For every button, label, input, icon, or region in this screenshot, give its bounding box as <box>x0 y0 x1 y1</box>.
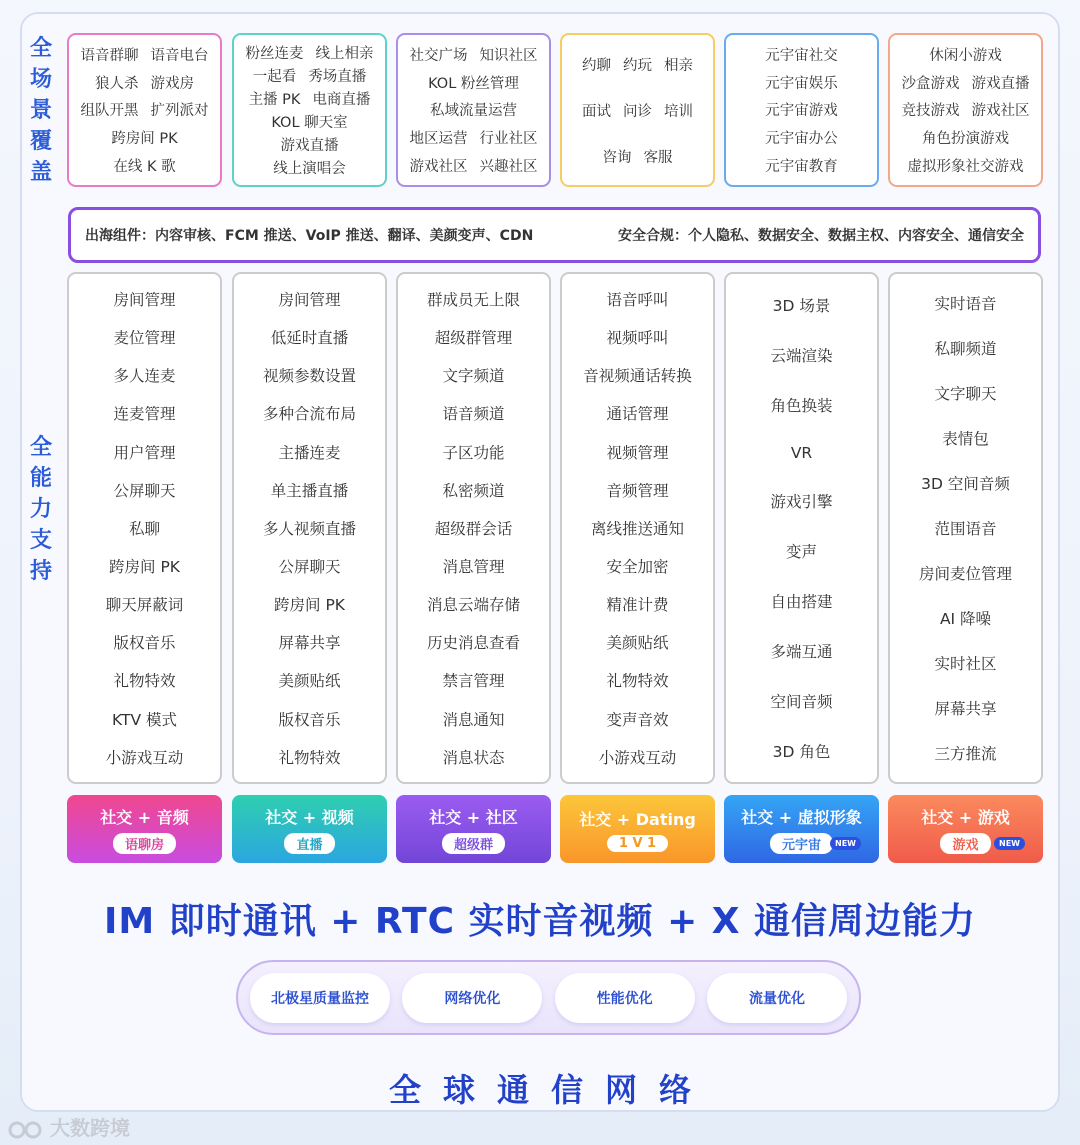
capability-item: 跨房间 PK <box>274 596 345 615</box>
scenario-item: 狼人杀 <box>95 75 139 92</box>
capability-item: 美颜贴纸 <box>278 672 341 691</box>
scenario-row <box>902 99 1030 120</box>
capability-item: VR <box>790 444 813 462</box>
scenario-item: KOL 聊天室 <box>271 115 348 131</box>
scenario-row <box>249 88 371 109</box>
capability-item: 麦位管理 <box>113 329 176 348</box>
capability-item: 私聊频道 <box>934 339 997 358</box>
capability-item: 音视频通话转换 <box>583 367 692 386</box>
solution-tag: 1 V 1 <box>607 835 668 852</box>
scenario-item: 元宇宙娱乐 <box>765 75 838 92</box>
scenario-coverage-label <box>21 33 61 188</box>
solution-tile-video <box>232 795 387 863</box>
scenario-item: 组队开黑 <box>80 103 139 120</box>
scenario-item: 在线 K 歌 <box>113 158 176 175</box>
label-char: 覆 <box>29 129 52 154</box>
scenario-item: KOL 粉丝管理 <box>428 75 519 92</box>
scenario-row <box>603 146 673 167</box>
scenario-item: 元宇宙教育 <box>765 158 838 175</box>
scenario-item: 行业社区 <box>479 131 538 148</box>
scenario-item: 扩列派对 <box>150 103 209 120</box>
capability-support-label <box>21 432 61 587</box>
scenario-row <box>430 99 517 120</box>
capability-item: 私聊 <box>128 519 160 538</box>
scenario-item: 面试 <box>582 103 611 120</box>
traffic-optimization-pill: 流量优化 <box>707 973 847 1023</box>
scenario-box-community <box>396 33 551 187</box>
scenario-item: 游戏直播 <box>280 138 339 154</box>
scenario-row <box>765 155 838 176</box>
scenario-row <box>765 99 838 120</box>
capability-column-community <box>396 272 551 784</box>
solution-title: 社交 + 视频 <box>265 807 354 827</box>
capability-item: 文字聊天 <box>934 384 997 403</box>
scenario-item: 线上演唱会 <box>273 161 346 177</box>
scenario-box-metaverse <box>724 33 879 187</box>
capability-item: 连麦管理 <box>113 405 176 424</box>
capability-item: 聊天屏蔽词 <box>105 596 184 615</box>
capability-item: 范围语音 <box>934 519 997 538</box>
capability-list <box>396 272 551 784</box>
solution-tile-community <box>396 795 551 863</box>
scenario-item: 地区运营 <box>409 131 468 148</box>
capability-item: 消息状态 <box>442 748 505 767</box>
scenario-item: 私域流量运营 <box>430 103 517 120</box>
capability-column-game <box>888 272 1043 784</box>
capability-item: 公屏聊天 <box>113 481 176 500</box>
scenario-row <box>113 155 175 176</box>
scenario-row <box>271 111 347 132</box>
capability-item: 音频管理 <box>606 481 669 500</box>
scenario-item: 社交广场 <box>409 48 468 65</box>
capability-item: 3D 角色 <box>772 743 831 761</box>
solution-title: 社交 + 社区 <box>429 807 518 827</box>
capability-item: 跨房间 PK <box>109 558 180 577</box>
scenario-item: 元宇宙办公 <box>765 131 838 148</box>
solution-tag: 语聊房 <box>113 833 176 854</box>
scenario-box-audio <box>67 33 222 187</box>
solution-title: 社交 + Dating <box>579 809 696 829</box>
security-compliance-text: 安全合规：个人隐私、数据安全、数据主权、内容安全、通信安全 <box>618 228 1024 244</box>
watermark-logo-icon <box>8 1119 46 1141</box>
scenario-item: 约玩 <box>623 57 652 74</box>
scenario-item: 兴趣社区 <box>479 158 538 175</box>
watermark-text: 大数跨境 <box>50 1116 130 1140</box>
scenario-row <box>95 72 194 93</box>
scenario-item: 一起看 <box>252 69 297 85</box>
scenario-row <box>410 155 538 176</box>
capability-item: 消息云端存储 <box>426 596 520 615</box>
label-char: 全 <box>29 36 52 61</box>
capability-item: 礼物特效 <box>278 748 341 767</box>
capability-item: 单主播直播 <box>270 481 349 500</box>
capability-item: 离线推送通知 <box>590 519 684 538</box>
label-char: 景 <box>29 98 52 123</box>
scenario-row <box>410 127 538 148</box>
capability-column-metaverse <box>724 272 879 784</box>
solution-tile-audio <box>67 795 222 863</box>
scenario-row <box>81 99 209 120</box>
capability-item: 三方推流 <box>934 745 997 764</box>
scenario-item: 相亲 <box>664 57 693 74</box>
capability-item: 子区功能 <box>442 443 505 462</box>
capability-item: 版权音乐 <box>278 710 341 729</box>
capability-item: 视频参数设置 <box>262 367 356 386</box>
capability-item: KTV 模式 <box>112 710 177 729</box>
capability-item: 美颜贴纸 <box>606 634 669 653</box>
scenario-item: 游戏房 <box>150 75 194 92</box>
capability-column-video <box>232 272 387 784</box>
capability-item: 版权音乐 <box>113 634 176 653</box>
solution-tag: 直播 <box>284 833 334 854</box>
headline: IM 即时通讯 + RTC 实时音视频 + X 通信周边能力 <box>103 901 977 942</box>
capability-item: 低延时直播 <box>270 329 349 348</box>
scenario-row <box>765 44 838 65</box>
overseas-components-text: 出海组件：内容审核、FCM 推送、VoIP 推送、翻译、美颜变声、CDN <box>85 228 534 244</box>
label-char: 持 <box>29 559 52 584</box>
solution-tile-dating <box>560 795 715 863</box>
network-optimization-pill: 网络优化 <box>402 973 542 1023</box>
capability-item: 历史消息查看 <box>426 634 520 653</box>
new-badge: NEW <box>830 837 861 850</box>
solution-tag: 超级群 <box>442 833 505 854</box>
label-char: 场 <box>29 67 52 92</box>
capability-item: 私密频道 <box>442 481 505 500</box>
capability-item: AI 降噪 <box>939 610 992 629</box>
label-char: 盖 <box>29 160 52 185</box>
label-char: 力 <box>29 497 52 522</box>
solution-title: 社交 + 音频 <box>100 807 189 827</box>
capability-item: 语音频道 <box>442 405 505 424</box>
new-badge: NEW <box>994 837 1025 850</box>
scenario-item: 语音电台 <box>150 48 209 65</box>
label-char: 支 <box>29 528 52 553</box>
solution-tag: 游戏 <box>940 833 990 854</box>
scenario-item: 问诊 <box>623 103 652 120</box>
capability-item: 小游戏互动 <box>598 748 677 767</box>
capability-item: 超级群管理 <box>434 329 513 348</box>
capability-item: 礼物特效 <box>606 672 669 691</box>
scenario-row <box>253 65 367 86</box>
scenario-item: 休闲小游戏 <box>929 48 1002 65</box>
capability-item: 变声 <box>785 543 817 561</box>
scenario-box-video <box>232 33 387 187</box>
scenario-row <box>582 100 693 121</box>
capability-item: 空间音频 <box>770 693 833 711</box>
capability-item: 通话管理 <box>606 405 669 424</box>
scenario-row <box>81 44 209 65</box>
scenario-item: 语音群聊 <box>80 48 139 65</box>
scenario-row <box>246 42 374 63</box>
capability-item: 3D 空间音频 <box>921 474 1010 493</box>
scenario-row <box>410 44 538 65</box>
quality-monitoring-pill: 北极星质量监控 <box>250 973 390 1023</box>
capability-list <box>67 272 222 784</box>
scenario-item: 沙盒游戏 <box>901 75 960 92</box>
scenario-row <box>908 155 1024 176</box>
scenario-row <box>582 54 693 75</box>
scenario-item: 游戏直播 <box>971 75 1030 92</box>
capability-item: 群成员无上限 <box>426 291 520 310</box>
scenario-item: 元宇宙游戏 <box>765 103 838 120</box>
capability-item: 公屏聊天 <box>278 558 341 577</box>
scenario-item: 知识社区 <box>479 48 538 65</box>
capability-item: 视频呼叫 <box>606 329 669 348</box>
solution-title: 社交 + 游戏 <box>921 807 1010 827</box>
capability-item: 表情包 <box>942 429 989 448</box>
capability-item: 礼物特效 <box>113 672 176 691</box>
global-network-title: 全球通信网络 <box>388 1071 713 1109</box>
capability-list <box>888 272 1043 784</box>
capability-item: 文字频道 <box>442 367 505 386</box>
scenario-row <box>922 127 1009 148</box>
capability-item: 多端互通 <box>770 643 833 661</box>
solution-tile-game <box>888 795 1043 863</box>
capability-item: 安全加密 <box>606 558 669 577</box>
scenario-item: 客服 <box>643 149 673 166</box>
scenario-item: 约聊 <box>582 57 611 74</box>
capability-item: 语音呼叫 <box>606 291 669 310</box>
capability-list <box>560 272 715 784</box>
solution-tile-metaverse <box>724 795 879 863</box>
solution-title: 社交 + 虚拟形象 <box>741 807 862 827</box>
capability-list <box>724 272 879 784</box>
capability-item: 3D 场景 <box>772 297 831 315</box>
scenario-item: 培训 <box>664 103 693 120</box>
capability-item: 小游戏互动 <box>105 748 184 767</box>
capability-item: 多种合流布局 <box>262 405 356 424</box>
capability-item: 屏幕共享 <box>934 700 997 719</box>
scenario-item: 粉丝连麦 <box>245 46 304 62</box>
watermark <box>8 1112 130 1141</box>
optimization-ring <box>236 960 861 1035</box>
scenario-row <box>111 127 177 148</box>
scenario-item: 元宇宙社交 <box>765 48 838 65</box>
capability-item: 游戏引擎 <box>770 493 833 511</box>
label-char: 能 <box>29 466 52 491</box>
capability-item: 消息管理 <box>442 558 505 577</box>
capability-item: 自由搭建 <box>770 593 833 611</box>
scenario-box-game <box>888 33 1043 187</box>
capability-item: 屏幕共享 <box>278 634 341 653</box>
capability-item: 云端渲染 <box>770 347 833 365</box>
scenario-item: 虚拟形象社交游戏 <box>907 158 1024 175</box>
capability-item: 变声音效 <box>606 710 669 729</box>
label-char: 全 <box>29 435 52 460</box>
scenario-item: 秀场直播 <box>308 69 367 85</box>
scenario-item: 竞技游戏 <box>901 103 960 120</box>
capability-item: 实时社区 <box>934 655 997 674</box>
capability-column-audio <box>67 272 222 784</box>
capability-item: 视频管理 <box>606 443 669 462</box>
scenario-item: 游戏社区 <box>971 103 1030 120</box>
solution-tag: 元宇宙 <box>770 833 833 854</box>
capability-item: 主播连麦 <box>278 443 341 462</box>
capability-column-dating <box>560 272 715 784</box>
scenario-row <box>273 157 346 178</box>
scenario-item: 主播 PK <box>248 92 301 108</box>
scenario-item: 电商直播 <box>312 92 371 108</box>
compliance-banner <box>68 207 1041 263</box>
capability-item: 多人连麦 <box>113 367 176 386</box>
capability-item: 用户管理 <box>113 443 176 462</box>
capability-item: 房间麦位管理 <box>918 565 1012 583</box>
capability-item: 超级群会话 <box>434 519 513 538</box>
capability-item: 房间管理 <box>113 291 176 310</box>
scenario-item: 跨房间 PK <box>111 131 178 148</box>
scenario-item: 线上相亲 <box>315 46 374 62</box>
scenario-row <box>902 72 1030 93</box>
capability-item: 精准计费 <box>606 596 669 615</box>
capability-item: 角色换装 <box>770 397 833 415</box>
scenario-row <box>428 72 519 93</box>
scenario-row <box>281 134 339 155</box>
scenario-row <box>929 44 1002 65</box>
capability-item: 实时语音 <box>934 294 997 313</box>
scenario-item: 咨询 <box>602 149 632 166</box>
scenario-row <box>765 72 838 93</box>
scenario-item: 角色扮演游戏 <box>922 131 1009 148</box>
scenario-box-dating <box>560 33 715 187</box>
capability-item: 消息通知 <box>442 710 505 729</box>
performance-optimization-pill: 性能优化 <box>555 973 695 1023</box>
capability-item: 多人视频直播 <box>262 519 356 538</box>
scenario-item: 游戏社区 <box>409 158 468 175</box>
capability-item: 禁言管理 <box>442 672 505 691</box>
capability-list <box>232 272 387 784</box>
capability-item: 房间管理 <box>278 291 341 310</box>
scenario-row <box>765 127 838 148</box>
